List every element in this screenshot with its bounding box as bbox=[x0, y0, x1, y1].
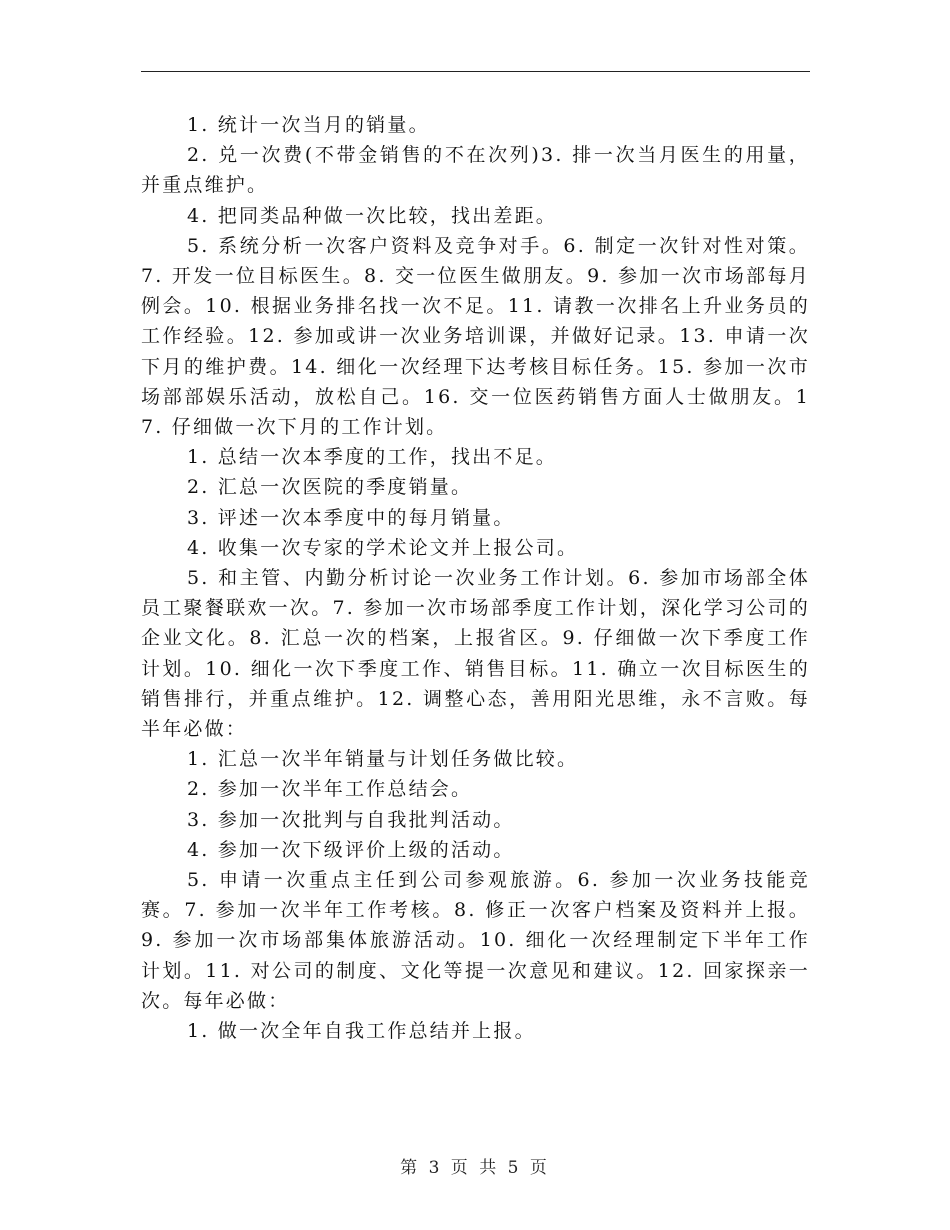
page-number-footer: 第 3 页 共 5 页 bbox=[400, 1158, 550, 1178]
paragraph: 5. 申请一次重点主任到公司参观旅游。6. 参加一次业务技能竞赛。7. 参加一次半年工作考核。8. 修正一次客户档案及资料并上报。9. 参加一次市场部集体旅游活动。10. 细化一次经理制定下半年工作计划。11. 对公司的制度、文化等提一次意见和建议。12. 回家探亲一次。每年必做： bbox=[141, 869, 810, 1012]
document-body bbox=[141, 110, 810, 1046]
paragraph: 5. 和主管、内勤分析讨论一次业务工作计划。6. 参加市场部全体员工聚餐联欢一次。7. 参加一次市场部季度工作计划，深化学习公司的企业文化。8. 汇总一次的档案，上报省区。9. 仔细做一次下季度工作计划。10. 细化一次下季度工作、销售目标。11. 确立一次目标医生的销售排行，并重点维护。12. 调整心态，善用阳光思维，永不言败。每半年必做： bbox=[141, 567, 810, 741]
paragraph: 2. 参加一次半年工作总结会。 bbox=[187, 778, 473, 801]
paragraph: 1. 做一次全年自我工作总结并上报。 bbox=[187, 1020, 536, 1043]
paragraph: 1. 统计一次当月的销量。 bbox=[187, 114, 430, 136]
paragraph: 1. 总结一次本季度的工作，找出不足。 bbox=[187, 446, 557, 469]
paragraph: 4. 收集一次专家的学术论文并上报公司。 bbox=[187, 536, 579, 559]
header-rule bbox=[141, 71, 810, 72]
paragraph: 3. 评述一次本季度中的每月销量。 bbox=[187, 506, 515, 529]
paragraph: 4. 把同类品种做一次比较，找出差距。 bbox=[187, 204, 557, 227]
paragraph: 2. 汇总一次医院的季度销量。 bbox=[187, 476, 473, 499]
paragraph: 4. 参加一次下级评价上级的活动。 bbox=[187, 838, 515, 861]
paragraph: 3. 参加一次批判与自我批判活动。 bbox=[187, 808, 515, 831]
paragraph: 2. 兑一次费(不带金销售的不在次列)3. 排一次当月医生的用量，并重点维护。 bbox=[141, 144, 810, 197]
paragraph: 5. 系统分析一次客户资料及竞争对手。6. 制定一次针对性对策。7. 开发一位目标医生。8. 交一位医生做朋友。9. 参加一次市场部每月例会。10. 根据业务排名找一次不足。11. 请教一次排名上升业务员的工作经验。12. 参加或讲一次业务培训课，并做好记录。13. 申请一次下月的维护费。14. 细化一次经理下达考核目标任务。15. 参加一次市场部部娱乐活动，放松自己。16. 交一位医药销售方面人士做朋友。17. 仔细做一次下月的工作计划。 bbox=[141, 234, 810, 439]
paragraph: 1. 汇总一次半年销量与计划任务做比较。 bbox=[187, 748, 579, 771]
